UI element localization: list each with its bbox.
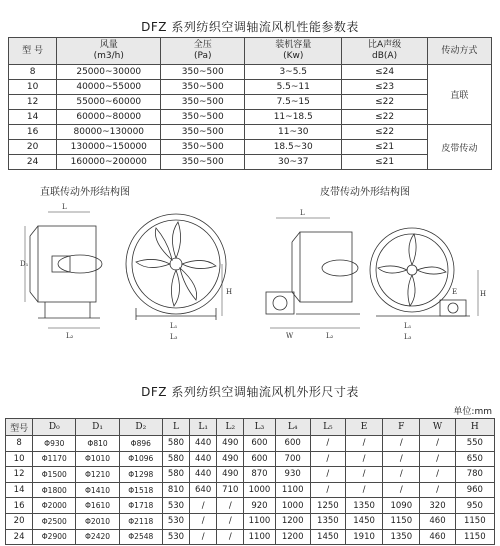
perf-table-cell: 130000~150000	[57, 140, 161, 155]
dims-table-cell: /	[217, 513, 244, 529]
dims-table-cell: 930	[275, 467, 310, 483]
dims-table-cell: 10	[6, 451, 33, 467]
dim-label-e: E	[452, 288, 458, 296]
dims-header-cell: L₃	[244, 419, 275, 436]
perf-table-row	[9, 95, 492, 110]
perf-header-cell: 比A声级 dB(A)	[342, 38, 427, 65]
dims-table-cell: /	[345, 467, 382, 483]
dims-table-cell: Φ810	[76, 436, 119, 452]
dims-table-cell: /	[345, 482, 382, 498]
dims-table-cell: 580	[162, 451, 189, 467]
dim-label-l3: L₃	[170, 333, 178, 341]
dims-table-cell: 530	[162, 513, 189, 529]
perf-table-cell: 25000~30000	[57, 65, 161, 80]
dims-table-cell: Φ1410	[76, 482, 119, 498]
dims-table-cell: /	[190, 513, 217, 529]
dims-table-cell: 530	[162, 498, 189, 514]
dims-table-cell: 490	[217, 436, 244, 452]
dims-table-cell: /	[383, 451, 420, 467]
dims-table-cell: Φ1718	[119, 498, 162, 514]
perf-table-cell: ≤22	[342, 95, 427, 110]
dims-header-cell: 型号	[6, 419, 33, 436]
dims-table-row	[6, 451, 495, 467]
dims-table-cell: 870	[244, 467, 275, 483]
perf-table-cell: 5.5~11	[245, 80, 342, 95]
perf-header-cell: 型 号	[9, 38, 57, 65]
dims-table-cell: 440	[190, 467, 217, 483]
dim-label-l2-belt: L₂	[326, 332, 334, 340]
perf-table-cell: 24	[9, 155, 57, 170]
perf-table-cell: 11~30	[245, 125, 342, 140]
dims-table-cell: 1100	[244, 529, 275, 545]
dims-table-cell: /	[383, 436, 420, 452]
dims-table-cell: Φ1800	[33, 482, 76, 498]
perf-header-cell: 风量 (m3/h)	[57, 38, 161, 65]
perf-header-cell: 传动方式	[427, 38, 491, 65]
dims-table-cell: 1100	[275, 482, 310, 498]
dims-table-cell: 600	[244, 436, 275, 452]
direct-drive-side-view	[25, 212, 102, 328]
dim-label-l-belt: L	[300, 209, 305, 217]
performance-table	[8, 37, 492, 170]
dims-table-cell: /	[345, 451, 382, 467]
dims-table-cell: /	[420, 436, 455, 452]
dims-table-cell: /	[345, 436, 382, 452]
dims-table-cell: 710	[217, 482, 244, 498]
dims-table-cell: 1450	[310, 529, 345, 545]
dims-table-row	[6, 436, 495, 452]
perf-table-title: DFZ 系列纺织空调轴流风机性能参数表	[141, 20, 359, 34]
dims-table-cell: Φ1010	[76, 451, 119, 467]
dims-table-cell: 530	[162, 529, 189, 545]
perf-header-cell: 全压 (Pa)	[161, 38, 245, 65]
dims-table-cell: 1100	[244, 513, 275, 529]
perf-table-row	[9, 110, 492, 125]
dims-table-cell: Φ2548	[119, 529, 162, 545]
perf-table-cell: 11~18.5	[245, 110, 342, 125]
dims-table-cell: 460	[420, 513, 455, 529]
perf-table-cell: 18.5~30	[245, 140, 342, 155]
dims-table-cell: 20	[6, 513, 33, 529]
fan-structure-drawings	[0, 196, 500, 346]
dims-table-cell: /	[383, 467, 420, 483]
dims-table-row	[6, 467, 495, 483]
dim-label-l3-belt: L₃	[404, 333, 412, 341]
dims-header-cell: F	[383, 419, 420, 436]
dims-table-cell: 950	[455, 498, 494, 514]
dims-table-cell: 12	[6, 467, 33, 483]
dim-label-h-belt: H	[480, 290, 487, 298]
dims-table-cell: Φ2500	[33, 513, 76, 529]
perf-table-row	[9, 155, 492, 170]
dims-table-cell: Φ1610	[76, 498, 119, 514]
perf-table-cell: 20	[9, 140, 57, 155]
drive-direct-cell: 直联	[427, 65, 491, 125]
dims-table-cell: 600	[275, 436, 310, 452]
dims-table-cell: 1150	[383, 513, 420, 529]
dims-table-cell: 1200	[275, 529, 310, 545]
perf-table-row	[9, 65, 492, 80]
dims-header-cell: L₅	[310, 419, 345, 436]
dims-table-cell: Φ2010	[76, 513, 119, 529]
dims-table-cell: 1350	[383, 529, 420, 545]
dims-table-cell: Φ1298	[119, 467, 162, 483]
dims-table-cell: /	[420, 451, 455, 467]
dim-label-h: H	[226, 288, 233, 296]
perf-table-cell: 14	[9, 110, 57, 125]
perf-table-row	[9, 80, 492, 95]
perf-table-cell: 350~500	[161, 80, 245, 95]
belt-drive-caption: 皮带传动外形结构图	[320, 187, 410, 198]
dims-table-row	[6, 498, 495, 514]
dims-table-cell: 1350	[310, 513, 345, 529]
dims-table-cell: 1450	[345, 513, 382, 529]
perf-table-cell: 60000~80000	[57, 110, 161, 125]
perf-table-row	[9, 125, 492, 140]
dims-table-cell: Φ1210	[76, 467, 119, 483]
drive-belt-cell: 皮带传动	[427, 125, 491, 170]
dim-label-l: L	[62, 203, 67, 211]
dims-table-row	[6, 513, 495, 529]
perf-table-cell: 3~5.5	[245, 65, 342, 80]
perf-table-cell: ≤24	[342, 65, 427, 80]
dims-table-cell: /	[310, 467, 345, 483]
dims-table-cell: Φ896	[119, 436, 162, 452]
dims-header-cell: H	[455, 419, 494, 436]
dims-table-cell: Φ2000	[33, 498, 76, 514]
dim-label-w: W	[286, 332, 294, 340]
perf-table-cell: ≤21	[342, 140, 427, 155]
perf-table-cell: 7.5~15	[245, 95, 342, 110]
perf-table-cell: 350~500	[161, 140, 245, 155]
dims-header-cell: L₂	[217, 419, 244, 436]
perf-table-cell: 12	[9, 95, 57, 110]
dims-table-cell: 1250	[310, 498, 345, 514]
dims-table-cell: /	[310, 451, 345, 467]
dims-table-cell: /	[190, 529, 217, 545]
dims-header-cell: L	[162, 419, 189, 436]
dims-table-cell: 440	[190, 436, 217, 452]
dims-table-cell: 580	[162, 467, 189, 483]
dims-table-cell: 24	[6, 529, 33, 545]
dims-table-cell: /	[420, 467, 455, 483]
dims-table-cell: Φ1096	[119, 451, 162, 467]
dims-table-cell: 490	[217, 467, 244, 483]
dims-table-row	[6, 529, 495, 545]
dims-header-cell: E	[345, 419, 382, 436]
perf-table-cell: 16	[9, 125, 57, 140]
direct-drive-caption: 直联传动外形结构图	[40, 187, 130, 198]
dim-label-l1: L₁	[170, 322, 178, 330]
dims-header-cell: L₁	[190, 419, 217, 436]
dims-table-cell: 580	[162, 436, 189, 452]
dims-table-cell: 8	[6, 436, 33, 452]
perf-table-cell: 350~500	[161, 95, 245, 110]
perf-header-row	[9, 38, 492, 65]
dims-table-cell: 700	[275, 451, 310, 467]
dims-table-cell: 600	[244, 451, 275, 467]
dims-table-cell: 640	[190, 482, 217, 498]
dims-table-cell: /	[190, 498, 217, 514]
perf-table-cell: 55000~60000	[57, 95, 161, 110]
dim-table-title: DFZ 系列纺织空调轴流风机外形尺寸表	[141, 385, 359, 399]
dims-header-row	[6, 419, 495, 436]
dims-table-cell: Φ2900	[33, 529, 76, 545]
perf-table-cell: ≤23	[342, 80, 427, 95]
dims-table-cell: Φ1170	[33, 451, 76, 467]
dims-table-cell: 1150	[455, 513, 494, 529]
perf-table-cell: ≤21	[342, 155, 427, 170]
dims-header-cell: D₁	[76, 419, 119, 436]
dims-table-cell: /	[310, 436, 345, 452]
dims-table-cell: 1910	[345, 529, 382, 545]
dims-table-cell: /	[383, 482, 420, 498]
dims-table-cell: 440	[190, 451, 217, 467]
dims-table-cell: /	[217, 498, 244, 514]
perf-table-cell: ≤22	[342, 110, 427, 125]
direct-drive-front-view	[126, 214, 226, 320]
perf-header-cell: 装机容量 (Kw)	[245, 38, 342, 65]
dims-table-cell: 1000	[275, 498, 310, 514]
dims-table-cell: 550	[455, 436, 494, 452]
perf-table-cell: 350~500	[161, 155, 245, 170]
dims-table-cell: 14	[6, 482, 33, 498]
dims-table-cell: 810	[162, 482, 189, 498]
dims-table-cell: 320	[420, 498, 455, 514]
dims-table-cell: 780	[455, 467, 494, 483]
perf-table-cell: 350~500	[161, 110, 245, 125]
dims-table-cell: 650	[455, 451, 494, 467]
dimension-table	[5, 418, 495, 545]
perf-table-cell: 30~37	[245, 155, 342, 170]
dims-table-cell: 1150	[455, 529, 494, 545]
dims-table-cell: 460	[420, 529, 455, 545]
dims-table-cell: Φ1518	[119, 482, 162, 498]
dims-table-cell: 16	[6, 498, 33, 514]
dims-table-cell: 920	[244, 498, 275, 514]
perf-table-cell: 160000~200000	[57, 155, 161, 170]
perf-table-row	[9, 140, 492, 155]
perf-table-cell: 40000~55000	[57, 80, 161, 95]
unit-label: 单位:mm	[453, 407, 492, 417]
dims-table-cell: 490	[217, 451, 244, 467]
dims-table-cell: 1350	[345, 498, 382, 514]
dims-table-cell: /	[217, 529, 244, 545]
dims-table-row	[6, 482, 495, 498]
dims-table-cell: Φ1500	[33, 467, 76, 483]
belt-drive-front-view	[370, 228, 478, 316]
dims-table-cell: 1200	[275, 513, 310, 529]
perf-table-cell: 80000~130000	[57, 125, 161, 140]
dim-label-l1-belt: L₁	[404, 322, 412, 330]
dims-header-cell: L₄	[275, 419, 310, 436]
dims-table-cell: /	[420, 482, 455, 498]
perf-table-cell: ≤22	[342, 125, 427, 140]
perf-table-cell: 8	[9, 65, 57, 80]
dims-header-cell: D₂	[119, 419, 162, 436]
perf-table-cell: 350~500	[161, 125, 245, 140]
perf-table-cell: 350~500	[161, 65, 245, 80]
dims-header-cell: D₀	[33, 419, 76, 436]
dims-table-cell: 1000	[244, 482, 275, 498]
dim-label-d1: D₁	[20, 260, 29, 268]
dims-table-cell: /	[310, 482, 345, 498]
belt-drive-side-view	[266, 218, 360, 328]
dim-label-l2: L₂	[66, 332, 74, 340]
dims-table-cell: Φ2420	[76, 529, 119, 545]
dims-table-cell: Φ930	[33, 436, 76, 452]
perf-table-cell: 10	[9, 80, 57, 95]
dims-table-cell: 960	[455, 482, 494, 498]
dims-table-cell: Φ2118	[119, 513, 162, 529]
dims-header-cell: W	[420, 419, 455, 436]
dims-table-cell: 1090	[383, 498, 420, 514]
